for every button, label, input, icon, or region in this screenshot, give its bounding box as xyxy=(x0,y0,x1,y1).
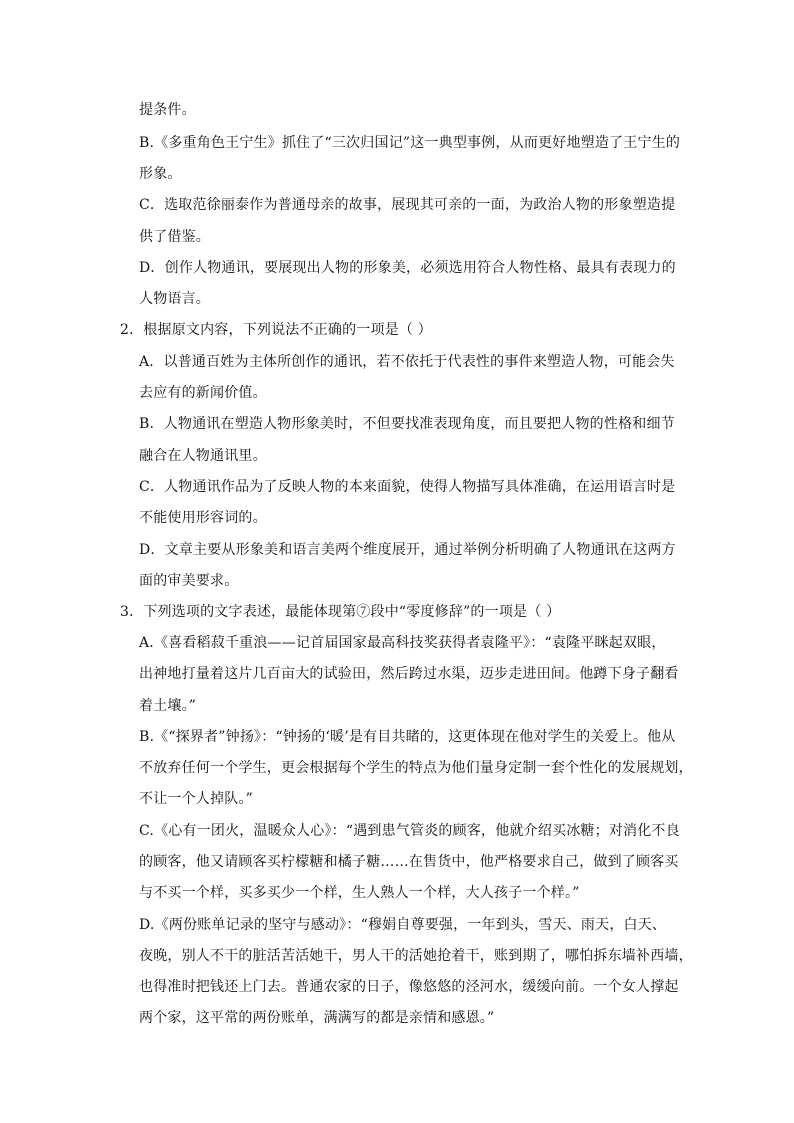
text-line: C．选取范徐丽泰作为普通母亲的故事，展现其可亲的一面，为政治人物的形象塑造提 xyxy=(139,197,676,213)
text-line: B．人物通讯在塑造人物形象美时，不但要找准表现角度，而且要把人物的性格和细节 xyxy=(139,416,675,432)
text-line: D．创作人物通讯，要展现出人物的形象美，必须选用符合人物性格、最具有表现力的 xyxy=(139,260,676,276)
text-line: 不放弃任何一个学生，更会根据每个学生的特点为他们量身定制一套个性化的发展规划， xyxy=(139,760,693,776)
text-line: B.《多重角色王宁生》抓住了“三次归国记”这一典型事例，从而更好地塑造了王宁生的 xyxy=(139,135,681,151)
text-line: 的顾客，他又请顾客买柠檬糖和橘子糖……在售货中，他严格要求自己，做到了顾客买 xyxy=(139,854,679,870)
text-line: 供了借鉴。 xyxy=(139,229,210,245)
text-line: 面的审美要求。 xyxy=(139,573,239,589)
text-line: 形象。 xyxy=(139,166,182,182)
question-2-stem: 2．根据原文内容，下列说法不正确的一项是（ ） xyxy=(120,322,432,338)
text-line: D.《两份账单记录的坚守与感动》：“穆娟自尊要强，一年到头，雪天、雨天，白天、 xyxy=(139,917,667,933)
text-line: A．以普通百姓为主体所创作的通讯，若不依托于代表性的事件来塑造人物，可能会失 xyxy=(139,354,675,370)
text-line: 去应有的新闻价值。 xyxy=(139,385,267,401)
text-line: A.《喜看稻菽千重浪——记首届国家最高科技奖获得者袁隆平》：“袁隆平眯起双眼， xyxy=(139,635,666,651)
text-line: 提条件。 xyxy=(139,102,196,118)
text-line: C．人物通讯作品为了反映人物的本来面貌，使得人物描写具体准确，在运用语言时是 xyxy=(139,479,676,495)
question-3-stem: 3．下列选项的文字表述，最能体现第⑦段中“零度修辞”的一项是（ ） xyxy=(120,604,561,620)
text-line: 不让一个人掉队。” xyxy=(139,791,253,807)
text-line: D．文章主要从形象美和语言美两个维度展开，通过举例分析明确了人物通讯在这两方 xyxy=(139,542,676,558)
text-line: B.《“探界者”钟扬》：“钟扬的‘暖’是有目共睹的，这更体现在他对学生的关爱上。他从 xyxy=(139,729,676,745)
text-line: 与不买一个样，买多买少一个样，生人熟人一个样，大人孩子一个样。” xyxy=(139,885,580,901)
text-line: 着土壤。” xyxy=(139,698,197,714)
text-line: 融合在人物通讯里。 xyxy=(139,448,267,464)
text-line: C.《心有一团火，温暖众人心》：“遇到患气管炎的顾客，他就介绍买冰糖；对消化不良 xyxy=(139,823,680,839)
text-line: 夜晚，别人不干的脏活苦活她干，男人干的活她抢着干，账到期了，哪怕拆东墙补西墙， xyxy=(139,948,693,964)
text-line: 也得准时把钱还上门去。普通农家的日子，像悠悠的泾河水，缓缓向前。一个女人撑起 xyxy=(139,979,679,995)
text-line: 不能使用形容词的。 xyxy=(139,510,267,526)
text-line: 两个家，这平常的两份账单，满满写的都是亲情和感恩。” xyxy=(139,1010,495,1026)
text-line: 人物语言。 xyxy=(139,291,210,307)
text-line: 出神地打量着这片几百亩大的试验田，然后跨过水渠，迈步走进田间。他蹲下身子翻看 xyxy=(139,666,679,682)
